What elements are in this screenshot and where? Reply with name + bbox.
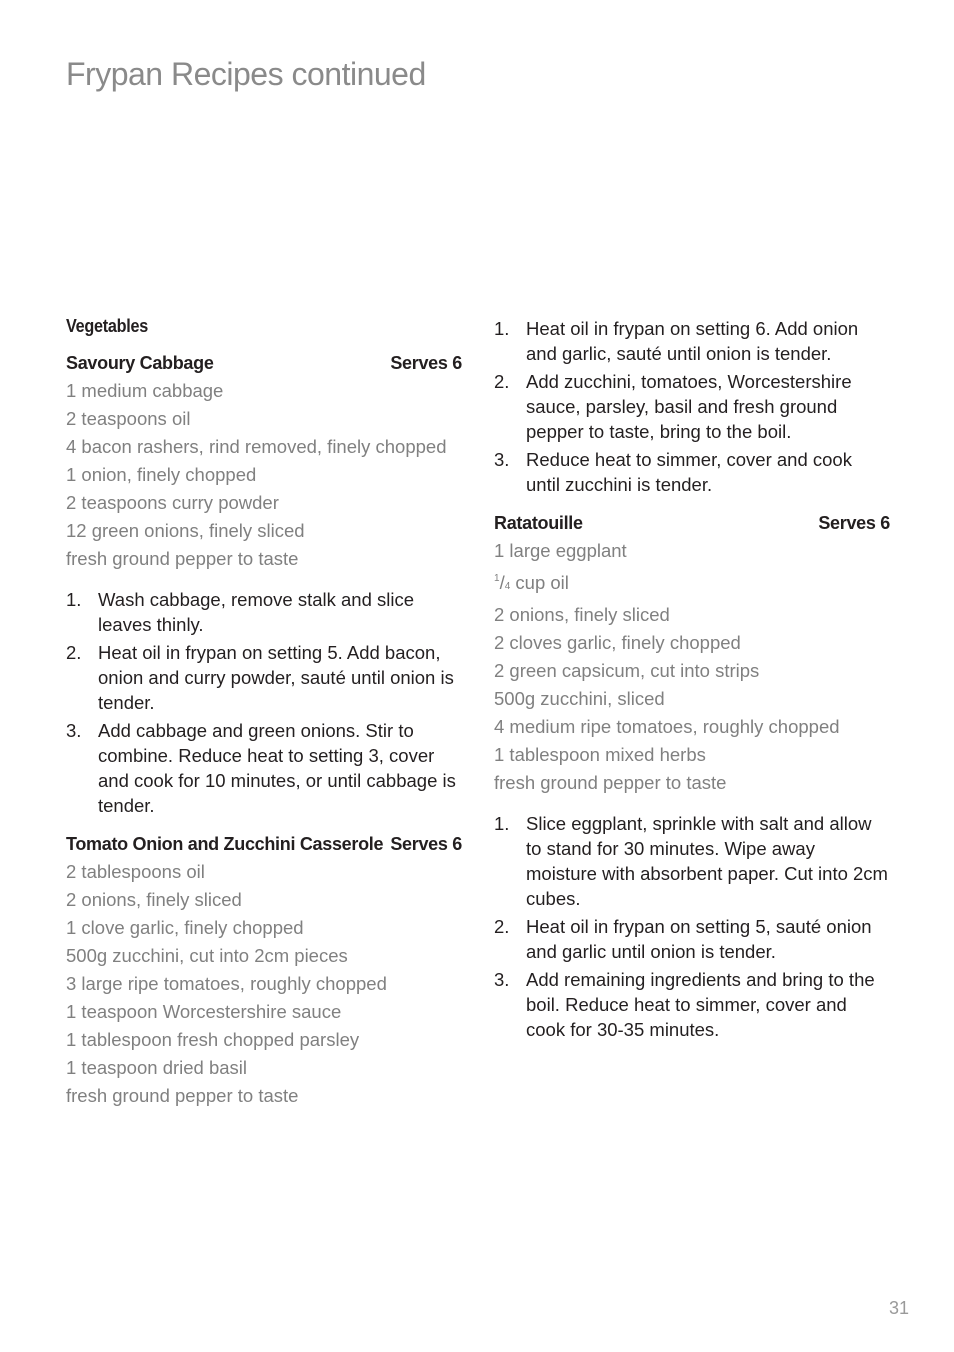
fraction-quarter: $^1$/4 (494, 572, 511, 593)
step-text: Add cabbage and green onions. Stir to combine. Reduce heat to setting 3, cover and cook for 10 minutes, or until cabbage is tender. (98, 720, 456, 816)
step-number: 2. (494, 371, 510, 392)
ingredient-item: 3 large ripe tomatoes, roughly chopped (66, 973, 387, 994)
ingredient-item: 500g zucchini, sliced (494, 688, 665, 709)
ingredient-item: 1 onion, finely chopped (66, 464, 257, 485)
ingredient-item: 2 onions, finely sliced (494, 604, 670, 625)
method-list (66, 587, 462, 818)
step-number: 1. (494, 318, 510, 339)
ingredient-item: 1 teaspoon dried basil (66, 1057, 248, 1078)
ingredient-item: fresh ground pepper to taste (66, 548, 299, 569)
ingredient-item: 4 medium ripe tomatoes, roughly chopped (494, 716, 840, 737)
recipe-serves: Serves 6 (390, 834, 462, 854)
section-heading: Vegetables (66, 316, 148, 336)
fraction-denominator: 4 (504, 581, 511, 592)
ingredient-item: 2 cloves garlic, finely chopped (494, 632, 741, 653)
recipe-serves: Serves 6 (390, 353, 462, 373)
step-number: 2. (494, 916, 510, 937)
ingredient-item: 1 medium cabbage (66, 380, 224, 401)
recipe-savoury-cabbage (66, 353, 462, 818)
ingredient-text: cup oil (515, 572, 569, 593)
step-text: Wash cabbage, remove stalk and slice leaves thinly. (98, 589, 415, 635)
step-text: Heat oil in frypan on setting 5. Add bacon, onion and curry powder, sauté until onion is tender. (98, 642, 454, 713)
ingredient-item: 1 large eggplant (494, 540, 627, 561)
step-text: Heat oil in frypan on setting 6. Add onion and garlic, sauté until onion is tender. (526, 318, 859, 364)
ingredient-item: 2 tablespoons oil (66, 861, 205, 882)
ingredient-item: 500g zucchini, cut into 2cm pieces (66, 945, 348, 966)
ingredient-item: 2 teaspoons oil (66, 408, 191, 429)
ingredient-item: 2 green capsicum, cut into strips (494, 660, 760, 681)
recipe-header (494, 513, 890, 534)
recipe-title: Ratatouille (494, 513, 583, 533)
method-step (494, 369, 890, 444)
fraction-numerator: 1 (494, 573, 500, 584)
recipe-serves: Serves 6 (818, 513, 890, 533)
step-text: Add zucchini, tomatoes, Worcestershire sauce, parsley, basil and fresh ground pepper to taste, bring to the boil. (526, 371, 852, 442)
ingredient-item: 2 onions, finely sliced (66, 889, 242, 910)
step-number: 3. (494, 969, 510, 990)
step-text: Heat oil in frypan on setting 5, sauté onion and garlic until onion is tender. (526, 916, 872, 962)
left-column (66, 316, 462, 1124)
step-number: 2. (66, 642, 82, 663)
method-step (66, 587, 462, 637)
recipe-title: Tomato Onion and Zucchini Casserole (66, 834, 384, 854)
step-text: Add remaining ingredients and bring to the boil. Reduce heat to simmer, cover and cook for 30-35 minutes. (526, 969, 875, 1040)
step-number: 3. (66, 720, 82, 741)
page-title: Frypan Recipes continued (66, 56, 426, 92)
method-step (494, 447, 890, 497)
ingredient-item: 4 bacon rashers, rind removed, finely chopped (66, 436, 447, 457)
ingredient-item: fresh ground pepper to taste (494, 772, 727, 793)
method-step (494, 316, 890, 366)
method-list (494, 316, 890, 497)
ingredient-item: 2 teaspoons curry powder (66, 492, 279, 513)
method-list (494, 811, 890, 1042)
ingredient-item: 1 clove garlic, finely chopped (66, 917, 304, 938)
recipe-header (66, 834, 462, 855)
ingredient-item: 12 green onions, finely sliced (66, 520, 305, 541)
ingredient-list (494, 538, 890, 795)
right-column (494, 316, 890, 1058)
recipe-ratatouille (494, 513, 890, 1042)
recipe-title: Savoury Cabbage (66, 353, 214, 373)
ingredient-item (494, 566, 890, 599)
method-step (66, 718, 462, 818)
method-step (66, 640, 462, 715)
recipe-tomato-onion-zucchini-casserole (66, 834, 462, 1108)
method-step (494, 914, 890, 964)
step-text: Slice eggplant, sprinkle with salt and allow to stand for 30 minutes. Wipe away moisture with absorbent paper. Cut into 2cm cubes. (526, 813, 888, 909)
step-text: Reduce heat to simmer, cover and cook until zucchini is tender. (526, 449, 852, 495)
ingredient-item: 1 tablespoon fresh chopped parsley (66, 1029, 360, 1050)
ingredient-item: 1 tablespoon mixed herbs (494, 744, 706, 765)
ingredient-item: fresh ground pepper to taste (66, 1085, 299, 1106)
page-number: 31 (888, 1298, 909, 1318)
step-number: 1. (494, 813, 510, 834)
step-number: 1. (66, 589, 82, 610)
method-step (494, 811, 890, 911)
ingredient-list (66, 378, 462, 571)
ingredient-list (66, 859, 462, 1108)
step-number: 3. (494, 449, 510, 470)
ingredient-item: 1 teaspoon Worcestershire sauce (66, 1001, 342, 1022)
method-step (494, 967, 890, 1042)
recipe-header (66, 353, 462, 374)
